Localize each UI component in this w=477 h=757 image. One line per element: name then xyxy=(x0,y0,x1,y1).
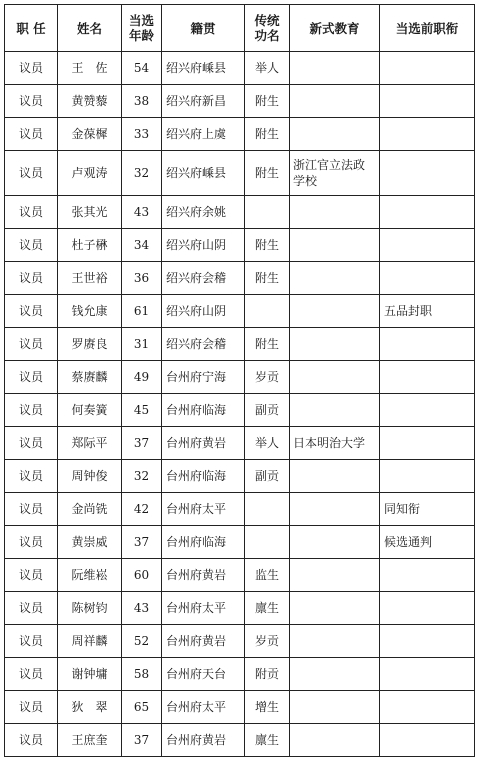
table-row xyxy=(5,361,475,394)
cell-traditional-title: 副贡 xyxy=(245,394,290,427)
cell-traditional-title: 副贡 xyxy=(245,460,290,493)
cell-education xyxy=(290,724,380,757)
cell-origin: 台州府黄岩 xyxy=(162,625,245,658)
cell-traditional-title: 附生 xyxy=(245,151,290,196)
cell-education xyxy=(290,118,380,151)
cell-education xyxy=(290,625,380,658)
cell-name: 王世裕 xyxy=(58,262,122,295)
cell-education xyxy=(290,52,380,85)
cell-name: 王 佐 xyxy=(58,52,122,85)
table-row xyxy=(5,658,475,691)
cell-name: 谢钟墉 xyxy=(58,658,122,691)
cell-education xyxy=(290,559,380,592)
cell-position: 议员 xyxy=(5,394,58,427)
table-row xyxy=(5,295,475,328)
cell-origin: 绍兴府新昌 xyxy=(162,85,245,118)
cell-prior-title xyxy=(380,118,475,151)
cell-age: 37 xyxy=(122,526,162,559)
cell-age: 42 xyxy=(122,493,162,526)
cell-prior-title xyxy=(380,151,475,196)
cell-prior-title xyxy=(380,691,475,724)
cell-education xyxy=(290,295,380,328)
cell-name: 阮维崧 xyxy=(58,559,122,592)
cell-name: 卢观涛 xyxy=(58,151,122,196)
cell-traditional-title: 增生 xyxy=(245,691,290,724)
cell-education xyxy=(290,460,380,493)
cell-education xyxy=(290,394,380,427)
cell-traditional-title: 附生 xyxy=(245,229,290,262)
cell-position: 议员 xyxy=(5,151,58,196)
cell-origin: 绍兴府嵊县 xyxy=(162,151,245,196)
cell-origin: 台州府黄岩 xyxy=(162,724,245,757)
cell-position: 议员 xyxy=(5,724,58,757)
cell-age: 65 xyxy=(122,691,162,724)
members-table xyxy=(4,4,475,757)
cell-education xyxy=(290,196,380,229)
table-row xyxy=(5,691,475,724)
cell-position: 议员 xyxy=(5,361,58,394)
cell-traditional-title: 廪生 xyxy=(245,592,290,625)
header-origin: 籍贯 xyxy=(162,5,245,52)
table-row xyxy=(5,493,475,526)
cell-education xyxy=(290,691,380,724)
cell-age: 49 xyxy=(122,361,162,394)
table-row xyxy=(5,592,475,625)
cell-education xyxy=(290,328,380,361)
cell-education xyxy=(290,229,380,262)
table-row xyxy=(5,196,475,229)
cell-prior-title: 五品封职 xyxy=(380,295,475,328)
cell-education xyxy=(290,361,380,394)
cell-origin: 台州府太平 xyxy=(162,493,245,526)
cell-age: 43 xyxy=(122,592,162,625)
table-header-row xyxy=(5,5,475,52)
cell-age: 36 xyxy=(122,262,162,295)
cell-name: 周钟俊 xyxy=(58,460,122,493)
table-body xyxy=(5,52,475,757)
cell-prior-title xyxy=(380,262,475,295)
cell-age: 37 xyxy=(122,427,162,460)
cell-prior-title xyxy=(380,328,475,361)
cell-name: 张其光 xyxy=(58,196,122,229)
cell-position: 议员 xyxy=(5,559,58,592)
cell-traditional-title: 附生 xyxy=(245,262,290,295)
cell-prior-title xyxy=(380,592,475,625)
cell-name: 黄赞藜 xyxy=(58,85,122,118)
cell-prior-title xyxy=(380,361,475,394)
cell-age: 52 xyxy=(122,625,162,658)
cell-name: 狄 翠 xyxy=(58,691,122,724)
table-row xyxy=(5,229,475,262)
table-row xyxy=(5,559,475,592)
cell-position: 议员 xyxy=(5,427,58,460)
cell-prior-title xyxy=(380,394,475,427)
header-education: 新式教育 xyxy=(290,5,380,52)
cell-education xyxy=(290,658,380,691)
cell-origin: 绍兴府上虞 xyxy=(162,118,245,151)
cell-age: 54 xyxy=(122,52,162,85)
cell-prior-title xyxy=(380,427,475,460)
cell-name: 周祥麟 xyxy=(58,625,122,658)
cell-position: 议员 xyxy=(5,328,58,361)
header-traditional-title: 传统 功名 xyxy=(245,5,290,52)
cell-age: 32 xyxy=(122,151,162,196)
cell-age: 38 xyxy=(122,85,162,118)
cell-position: 议员 xyxy=(5,460,58,493)
table-row xyxy=(5,625,475,658)
cell-name: 陈树钧 xyxy=(58,592,122,625)
cell-name: 郑际平 xyxy=(58,427,122,460)
cell-traditional-title: 附生 xyxy=(245,328,290,361)
cell-traditional-title xyxy=(245,295,290,328)
cell-age: 43 xyxy=(122,196,162,229)
cell-origin: 台州府黄岩 xyxy=(162,559,245,592)
table-row xyxy=(5,85,475,118)
cell-age: 34 xyxy=(122,229,162,262)
header-position: 职 任 xyxy=(5,5,58,52)
cell-education: 日本明治大学 xyxy=(290,427,380,460)
cell-prior-title xyxy=(380,229,475,262)
cell-traditional-title xyxy=(245,196,290,229)
cell-name: 何奏簧 xyxy=(58,394,122,427)
cell-name: 金葆樨 xyxy=(58,118,122,151)
cell-origin: 绍兴府嵊县 xyxy=(162,52,245,85)
cell-name: 杜子楙 xyxy=(58,229,122,262)
cell-traditional-title: 附贡 xyxy=(245,658,290,691)
cell-position: 议员 xyxy=(5,592,58,625)
cell-position: 议员 xyxy=(5,118,58,151)
cell-traditional-title: 附生 xyxy=(245,85,290,118)
cell-education xyxy=(290,493,380,526)
cell-origin: 台州府天台 xyxy=(162,658,245,691)
cell-age: 37 xyxy=(122,724,162,757)
cell-position: 议员 xyxy=(5,52,58,85)
table-row xyxy=(5,151,475,196)
cell-prior-title: 同知衔 xyxy=(380,493,475,526)
cell-name: 金尚铣 xyxy=(58,493,122,526)
cell-traditional-title xyxy=(245,493,290,526)
cell-traditional-title: 举人 xyxy=(245,52,290,85)
cell-traditional-title: 岁贡 xyxy=(245,625,290,658)
cell-origin: 台州府宁海 xyxy=(162,361,245,394)
cell-name: 王庶奎 xyxy=(58,724,122,757)
cell-position: 议员 xyxy=(5,262,58,295)
cell-education: 浙江官立法政学校 xyxy=(290,151,380,196)
cell-name: 黄崇威 xyxy=(58,526,122,559)
header-age: 当选 年龄 xyxy=(122,5,162,52)
table-row xyxy=(5,526,475,559)
cell-position: 议员 xyxy=(5,526,58,559)
header-name: 姓名 xyxy=(58,5,122,52)
cell-traditional-title: 岁贡 xyxy=(245,361,290,394)
cell-prior-title: 候选通判 xyxy=(380,526,475,559)
cell-origin: 绍兴府会稽 xyxy=(162,328,245,361)
cell-traditional-title: 举人 xyxy=(245,427,290,460)
cell-origin: 台州府临海 xyxy=(162,394,245,427)
cell-origin: 台州府黄岩 xyxy=(162,427,245,460)
cell-prior-title xyxy=(380,559,475,592)
cell-age: 32 xyxy=(122,460,162,493)
table-row xyxy=(5,724,475,757)
cell-origin: 台州府太平 xyxy=(162,691,245,724)
cell-education xyxy=(290,262,380,295)
cell-position: 议员 xyxy=(5,85,58,118)
cell-prior-title xyxy=(380,625,475,658)
cell-origin: 绍兴府会稽 xyxy=(162,262,245,295)
cell-prior-title xyxy=(380,724,475,757)
table-row xyxy=(5,118,475,151)
table-row xyxy=(5,262,475,295)
cell-prior-title xyxy=(380,85,475,118)
table-row xyxy=(5,427,475,460)
cell-age: 31 xyxy=(122,328,162,361)
cell-education xyxy=(290,85,380,118)
table-row xyxy=(5,328,475,361)
cell-name: 钱允康 xyxy=(58,295,122,328)
cell-age: 33 xyxy=(122,118,162,151)
cell-prior-title xyxy=(380,196,475,229)
cell-position: 议员 xyxy=(5,691,58,724)
cell-age: 58 xyxy=(122,658,162,691)
cell-education xyxy=(290,526,380,559)
cell-name: 蔡赓麟 xyxy=(58,361,122,394)
cell-position: 议员 xyxy=(5,229,58,262)
cell-position: 议员 xyxy=(5,658,58,691)
cell-origin: 绍兴府余姚 xyxy=(162,196,245,229)
table-row xyxy=(5,460,475,493)
cell-name: 罗赓良 xyxy=(58,328,122,361)
cell-age: 61 xyxy=(122,295,162,328)
cell-traditional-title: 廪生 xyxy=(245,724,290,757)
cell-traditional-title: 附生 xyxy=(245,118,290,151)
cell-traditional-title: 监生 xyxy=(245,559,290,592)
cell-traditional-title xyxy=(245,526,290,559)
cell-position: 议员 xyxy=(5,196,58,229)
cell-prior-title xyxy=(380,658,475,691)
cell-origin: 台州府临海 xyxy=(162,460,245,493)
table-row xyxy=(5,52,475,85)
cell-education xyxy=(290,592,380,625)
cell-origin: 绍兴府山阴 xyxy=(162,295,245,328)
cell-prior-title xyxy=(380,460,475,493)
cell-origin: 台州府太平 xyxy=(162,592,245,625)
cell-prior-title xyxy=(380,52,475,85)
cell-position: 议员 xyxy=(5,295,58,328)
cell-position: 议员 xyxy=(5,493,58,526)
header-prior-title: 当选前职衔 xyxy=(380,5,475,52)
cell-position: 议员 xyxy=(5,625,58,658)
table-row xyxy=(5,394,475,427)
cell-age: 60 xyxy=(122,559,162,592)
cell-age: 45 xyxy=(122,394,162,427)
cell-origin: 绍兴府山阴 xyxy=(162,229,245,262)
cell-origin: 台州府临海 xyxy=(162,526,245,559)
